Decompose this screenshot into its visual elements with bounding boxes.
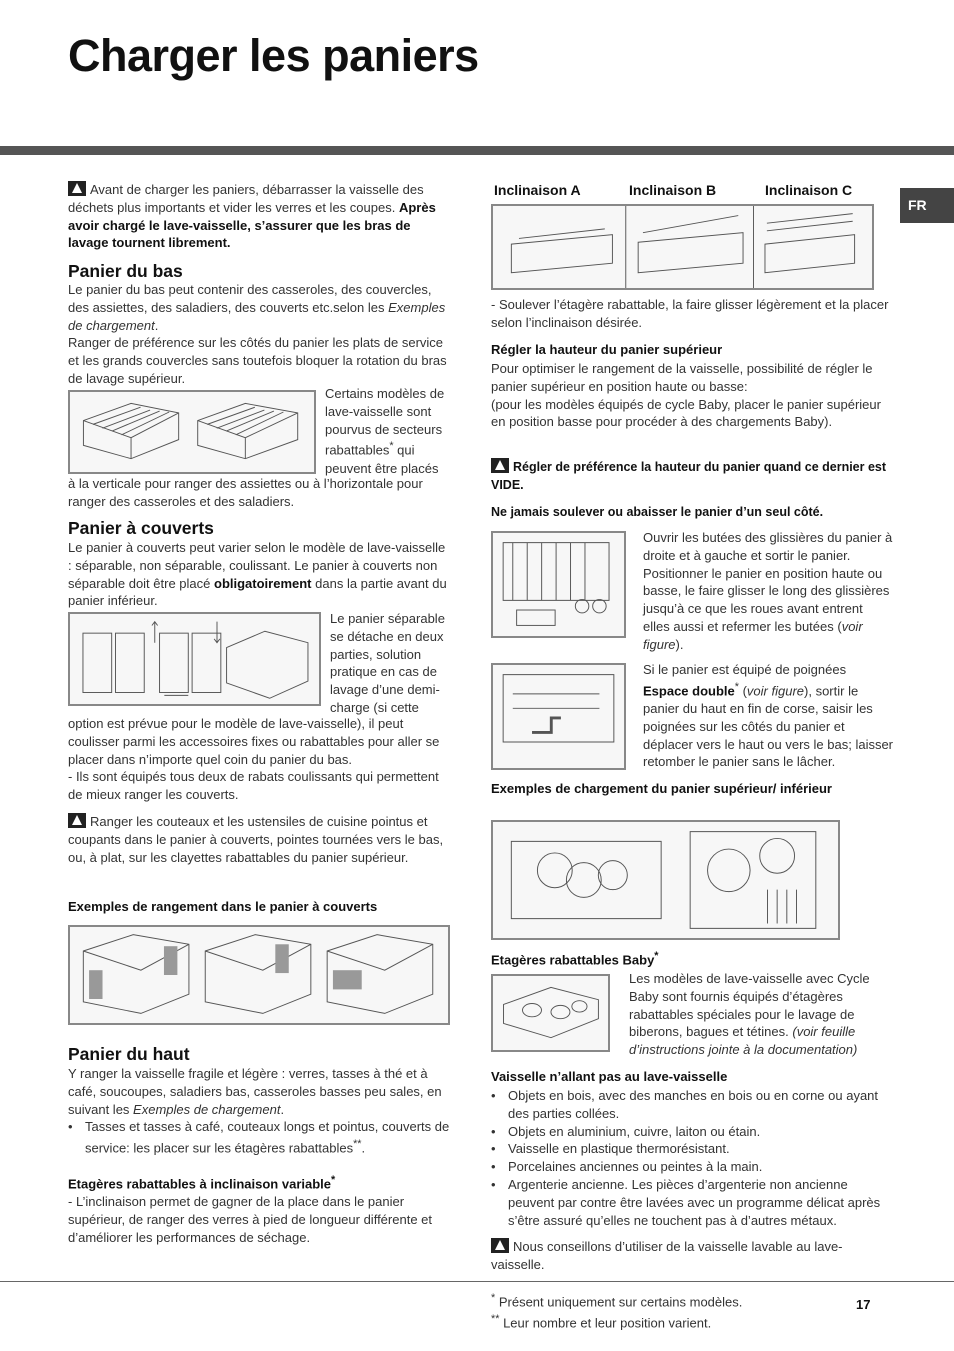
regler-heading: Régler la hauteur du panier supérieur xyxy=(491,342,723,357)
baby-text: Les modèles de lave-vaisselle avec Cycle Baby sont fournis équipés d’étagères rabattables spéciales pour le lavage de biberons, bagues et tétines. (voir feuille d’instructions jointe à la documentation) xyxy=(629,971,870,1058)
panier-bas-text: Le panier du bas peut contenir des casseroles, des couvercles, des assiettes, des saladiers, des couverts etc.selon les Exemples de chargement. Ranger de préférence sur les côtés du panier les plats de service et les grands couvercles sans toutefois bloquer la rotation du bras de lavage supérieur. xyxy=(68,282,447,386)
cutlery-basket-figure xyxy=(68,612,321,706)
panier-bas-side: Certains modèles de lave-vaisselle sont pourvus de secteurs rabattables* qui peuvent être placés xyxy=(325,386,445,476)
warning-icon xyxy=(68,813,86,828)
page-title: Charger les paniers xyxy=(68,30,479,81)
warning-icon xyxy=(491,458,509,473)
panier-couverts-text: Le panier à couverts peut varier selon le modèle de lave-vaisselle : séparable, non séparable, coulissant. Le panier à couverts non séparable doit être placé obligatoirement dans la partie avant du panier inférieur. xyxy=(68,540,447,609)
list-item: • Objets en aluminium, cuivre, laiton ou étain. xyxy=(491,1123,891,1141)
language-tab: FR xyxy=(900,188,954,223)
espace-double-figure xyxy=(491,663,626,770)
label-inclinaison-a: Inclinaison A xyxy=(494,182,581,198)
exemples-heading: Exemples de chargement du panier supérieur/ inférieur xyxy=(491,781,832,796)
page-number: 17 xyxy=(856,1297,871,1312)
vaisselle-heading: Vaisselle n’allant pas au lave-vaisselle xyxy=(491,1069,728,1084)
lower-basket-figure xyxy=(68,390,316,474)
panier-couverts-text-2: option est prévue pour le modèle de lave-vaisselle), il peut coulisser parmi les accessoires fixes ou rabattables pour aller se placer dans n’importe quel coin du panier du bas. - Ils sont équipés tous deux de rabats coulissants qui permettent de mieux ranger les couverts. xyxy=(68,716,440,803)
inclinaison-text: - L’inclinaison permet de gagner de la place dans le panier supérieur, de ranger des verres à pied de longueur différente et d’améliorer les performances de séchage. xyxy=(68,1194,432,1245)
espace-double-text: Si le panier est équipé de poignées Espace double* (voir figure), sortir le panier du haut en fin de corse, saisir les poignées sur les côtés du panier et déplacer vers le haut ou vers le bas; laisser retomber le panier sans le lâcher. xyxy=(643,662,894,770)
panier-couverts-side: Le panier séparable se détache en deux parties, solution pratique en cas de lavage d’une demi-charge (si cette xyxy=(330,611,445,715)
list-item: • Vaisselle en plastique thermorésistant. xyxy=(491,1140,891,1158)
label-inclinaison-b: Inclinaison B xyxy=(629,182,717,198)
inclinaison-caption: - Soulever l’étagère rabattable, la faire glisser légèrement et la placer selon l’inclinaison désirée. xyxy=(491,297,889,330)
baby-shelf-figure xyxy=(491,974,610,1052)
list-item: • Porcelaines anciennes ou peintes à la main. xyxy=(491,1158,891,1176)
panier-bas-text-2: à la verticale pour ranger des assiettes ou à l’horizontale pour ranger des casseroles et des saladiers. xyxy=(68,476,423,509)
vaisselle-list xyxy=(491,1087,891,1229)
inclinaison-figure xyxy=(491,204,874,290)
heading-panier-haut: Panier du haut xyxy=(68,1044,190,1064)
panier-haut-text: Y ranger la vaisselle fragile et légère : verres, tasses à thé et à café, soucoupes, saladiers bas, casseroles basses peu sales, en suivant les Exemples de chargement. xyxy=(68,1066,442,1117)
regler-text: Pour optimiser le rangement de la vaisselle, possibilité de régler le panier supérieur en position haute ou basse: (pour les modèles équipés de cycle Baby, placer le panier supérieur en position basse pour procéder à des chargements Baby). xyxy=(491,361,881,430)
footnotes: * Présent uniquement sur certains modèles. ** Leur nombre et leur position varient. xyxy=(491,1292,743,1331)
warning-icon xyxy=(491,1238,509,1253)
warning-icon xyxy=(68,181,86,196)
panier-haut-list xyxy=(68,1118,453,1157)
inclinaison-heading: Etagères rabattables à inclinaison variable* xyxy=(68,1174,336,1192)
regler-bold: Ne jamais soulever ou abaisser le panier d’un seul côté. xyxy=(491,505,824,519)
list-item: • Tasses et tasses à café, couteaux longs et pointus, couverts de service: les placer sur les étagères rabattables**. xyxy=(68,1118,453,1157)
vaisselle-warning: Nous conseillons d’utiliser de la vaisselle lavable au lave-vaisselle. xyxy=(491,1239,843,1272)
list-item: • Objets en bois, avec des manches en bois ou en corne ou ayant des parties collées. xyxy=(491,1087,891,1123)
regler-warning: Régler de préférence la hauteur du panier quand ce dernier est VIDE. xyxy=(491,460,887,492)
footer-rule xyxy=(0,1281,954,1282)
list-item: • Argenterie ancienne. Les pièces d’argenterie non ancienne peuvent par contre être lavées avec un programme délicat après s’être assuré qu’elles ne touchent pas à d’autres métaux. xyxy=(491,1176,891,1229)
couverts-examples-heading: Exemples de rangement dans le panier à couverts xyxy=(68,899,378,914)
header-rule xyxy=(0,146,954,155)
couverts-warning: Ranger les couteaux et les ustensiles de cuisine pointus et coupants dans le panier à couverts, pointes tournées vers le bas, ou, à plat, sur les clayettes rabattables du panier supérieur. xyxy=(68,814,444,865)
baby-heading: Etagères rabattables Baby* xyxy=(491,950,659,968)
heading-panier-bas: Panier du bas xyxy=(68,261,183,281)
heading-panier-couverts: Panier à couverts xyxy=(68,518,214,538)
cutlery-examples-figure xyxy=(68,925,450,1025)
loading-examples-figure xyxy=(491,820,840,940)
label-inclinaison-c: Inclinaison C xyxy=(765,182,853,198)
rails-text: Ouvrir les butées des glissières du panier à droite et à gauche et sortir le panier. Positionner le panier en position haute ou basse, le faire glisser le long des glissières jusqu’à ce que les roues avant entrent elles aussi et refermer les butées (voir figure). xyxy=(643,530,893,652)
basket-rails-figure xyxy=(491,531,626,638)
intro-warning: Avant de charger les paniers, débarrasser la vaisselle des déchets plus importants et vider les verres et les coupes. Après avoir chargé le lave-vaisselle, s’assurer que les bras de lavage tournent librement. xyxy=(68,182,436,251)
